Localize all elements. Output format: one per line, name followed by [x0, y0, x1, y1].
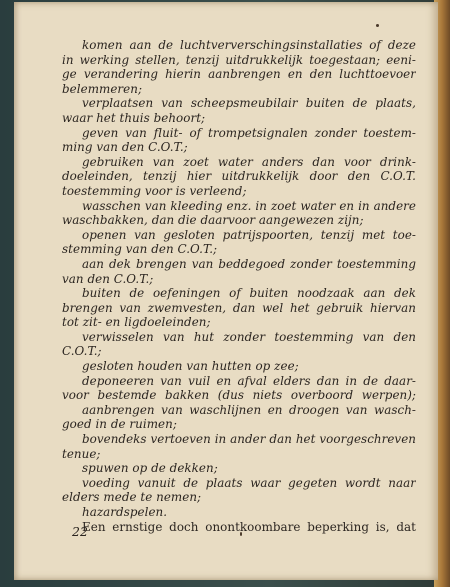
text-line: geven van fluit- of trompetsignalen zonder toestem-	[82, 125, 416, 140]
text-line: ming van den C.O.T.;	[62, 140, 188, 155]
text-line: voeding vanuit de plaats waar gegeten wordt naar	[82, 475, 416, 490]
text-line: waar het thuis behoort;	[62, 110, 206, 125]
text-line: gesloten houden van hutten op zee;	[82, 359, 299, 374]
text-line: voor bestemde bakken (dus niets overboord werpen);	[62, 388, 416, 403]
body-text	[62, 38, 416, 534]
text-line: tenue;	[62, 446, 101, 461]
text-line: waschbakken, dan die daarvoor aangewezen zijn;	[62, 213, 364, 228]
text-line: wasschen van kleeding enz. in zoet water en in andere	[82, 198, 416, 213]
text-line: stemming van den C.O.T.;	[62, 242, 218, 257]
text-line: aan dek brengen van beddegoed zonder toestemming	[82, 256, 416, 271]
text-line: doeleinden, tenzij hier uitdrukkelijk door den C.O.T.	[62, 169, 416, 184]
text-line: gebruiken van zoet water anders dan voor drink-	[82, 154, 416, 169]
text-line: in werking stellen, tenzij uitdrukkelijk toegestaan; eeni-	[62, 52, 416, 67]
text-line: aanbrengen van waschlijnen en droogen van wasch-	[82, 402, 416, 417]
page-number: 22	[72, 524, 88, 539]
text-line: elders mede te nemen;	[62, 490, 202, 505]
text-line: verplaatsen van scheepsmeubilair buiten de plaats,	[82, 96, 416, 111]
text-line: buiten de oefeningen of buiten noodzaak aan dek	[82, 286, 416, 301]
text-line: komen aan de luchtververschingsinstallaties of deze	[82, 38, 416, 52]
text-line: van den C.O.T.;	[62, 271, 154, 286]
text-line: bovendeks vertoeven in ander dan het voorgeschreven	[82, 432, 416, 447]
text-line: openen van gesloten patrijspoorten, tenzij met toe-	[82, 227, 416, 242]
text-line: verwisselen van hut zonder toestemming van den	[82, 329, 416, 344]
text-line: toestemming voor is verleend;	[62, 183, 247, 198]
text-line: belemmeren;	[62, 81, 143, 96]
text-line: goed in de ruimen;	[62, 417, 177, 432]
text-line: Een ernstige doch onontkoombare beperking is, dat	[82, 519, 416, 534]
text-line: ge verandering hierin aanbrengen en den luchttoevoer	[62, 67, 416, 82]
page-speck	[376, 24, 379, 27]
text-line: C.O.T.;	[62, 344, 102, 359]
text-line: tot zit- en ligdoeleinden;	[62, 315, 211, 330]
text-line: spuwen op de dekken;	[82, 461, 218, 476]
text-line: brengen van zwemvesten, dan wel het gebruik hiervan	[62, 300, 416, 315]
text-line: deponeeren van vuil en afval elders dan in de daar-	[82, 373, 416, 388]
text-line: hazardspelen.	[82, 505, 168, 519]
